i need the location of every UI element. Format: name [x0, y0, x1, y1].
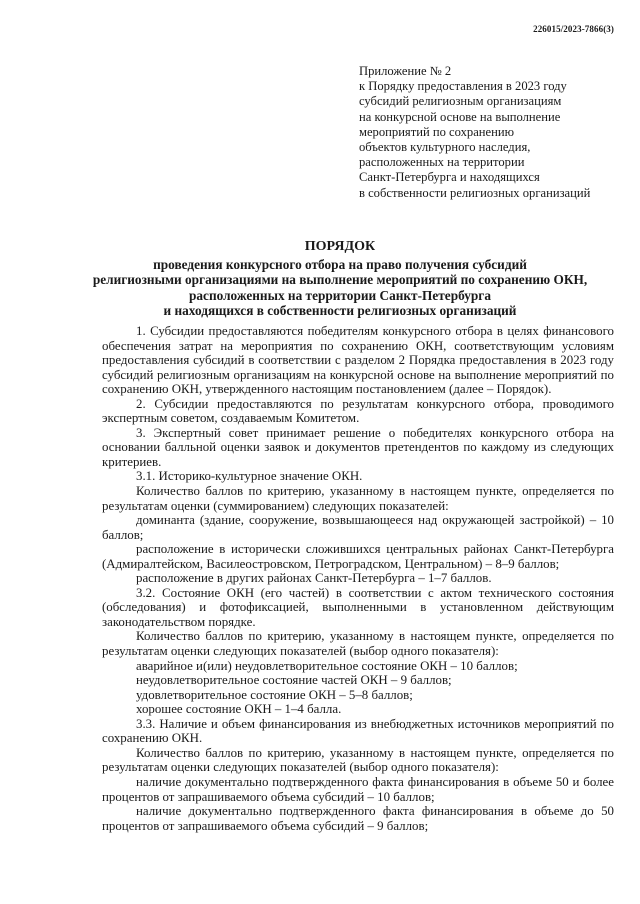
- paragraph: Количество баллов по критерию, указанному в настоящем пункте, определяется по результатам оценки следующих показателей (выбор одного показателя):: [102, 745, 614, 775]
- paragraph: 2. Субсидии предоставляются по результатам конкурсного отбора, проводимого экспертным советом, создаваемым Комитетом.: [102, 396, 614, 426]
- annex-line: объектов культурного наследия,: [359, 140, 531, 155]
- document-number: 226015/2023-7866(3): [533, 24, 614, 34]
- annex-line: на конкурсной основе на выполнение: [359, 109, 561, 124]
- paragraph: Количество баллов по критерию, указанному в настоящем пункте, определяется по результатам оценки (суммированием) следующих показателей:: [102, 484, 614, 513]
- title-line: религиозными организациями на выполнение мероприятий по сохранению ОКН,: [92, 272, 588, 288]
- paragraph: неудовлетворительное состояние частей ОКН – 9 баллов;: [136, 673, 452, 688]
- paragraph: 3.1. Историко-культурное значение ОКН.: [136, 469, 363, 484]
- paragraph: Количество баллов по критерию, указанному в настоящем пункте, определяется по результатам оценки следующих показателей (выбор одного показателя):: [102, 629, 614, 659]
- paragraph: 3.2. Состояние ОКН (его частей) в соответствии с актом технического состояния (обследования) и фотофиксацией, выполненными в установленном действующим законодательством порядке.: [102, 585, 614, 629]
- document-body: [102, 324, 614, 833]
- title-line: расположенных на территории Санкт-Петербурга: [189, 287, 491, 303]
- paragraph: расположение в исторически сложившихся центральных районах Санкт-Петербурга (Адмиралтейском, Василеостровском, Петроградском, Центральном) – 8–9 баллов;: [102, 542, 614, 571]
- paragraph: 3.3. Наличие и объем финансирования из внебюджетных источников мероприятий по сохранению ОКН.: [102, 716, 614, 746]
- annex-line: Санкт-Петербурга и находящихся: [359, 170, 540, 185]
- paragraph: аварийное и(или) неудовлетворительное состояние ОКН – 10 баллов;: [136, 658, 518, 673]
- annex-line: мероприятий по сохранению: [359, 124, 515, 139]
- document-title: [60, 239, 620, 319]
- paragraph: 1. Субсидии предоставляются победителям конкурсного отбора в целях финансового обеспечения затрат на мероприятия по сохранению ОКН, соответствующим условиям предоставления субсидий в соответствии с разделом 2 Порядка предоставления в 2023 году субсидий религиозным организациям на конкурсной основе на выполнение мероприятий по сохранению ОКН, утвержденного настоящим постановлением (далее – Порядок).: [102, 324, 614, 397]
- title-main: ПОРЯДОК: [304, 239, 376, 254]
- annex-line: к Порядку предоставления в 2023 году: [359, 79, 567, 94]
- paragraph: наличие документально подтвержденного факта финансирования в объеме 50 и более процентов от запрашиваемого объема субсидий – 10 баллов;: [102, 774, 614, 804]
- paragraph: 3. Экспертный совет принимает решение о победителях конкурсного отбора на основании балльной оценки заявок и документов претендентов по каждому из следующих критериев.: [102, 425, 614, 469]
- annex-line: в собственности религиозных организаций: [359, 185, 591, 200]
- paragraph: доминанта (здание, сооружение, возвышающееся над окружающей застройкой) – 10 баллов;: [102, 513, 614, 542]
- paragraph: расположение в других районах Санкт-Петербурга – 1–7 баллов.: [136, 571, 492, 586]
- paragraph: наличие документально подтвержденного факта финансирования в объеме до 50 процентов от запрашиваемого объема субсидий – 9 баллов;: [102, 804, 614, 833]
- paragraph: хорошее состояние ОКН – 1–4 балла.: [136, 702, 342, 717]
- annex-line: Приложение № 2: [359, 64, 452, 78]
- annex-line: субсидий религиозным организациям: [359, 94, 562, 109]
- annex-line: расположенных на территории: [359, 155, 525, 170]
- title-line: и находящихся в собственности религиозных организаций: [163, 303, 517, 319]
- paragraph: удовлетворительное состояние ОКН – 5–8 баллов;: [136, 687, 413, 702]
- annex-header: [359, 64, 629, 201]
- title-line: проведения конкурсного отбора на право получения субсидий: [153, 256, 527, 272]
